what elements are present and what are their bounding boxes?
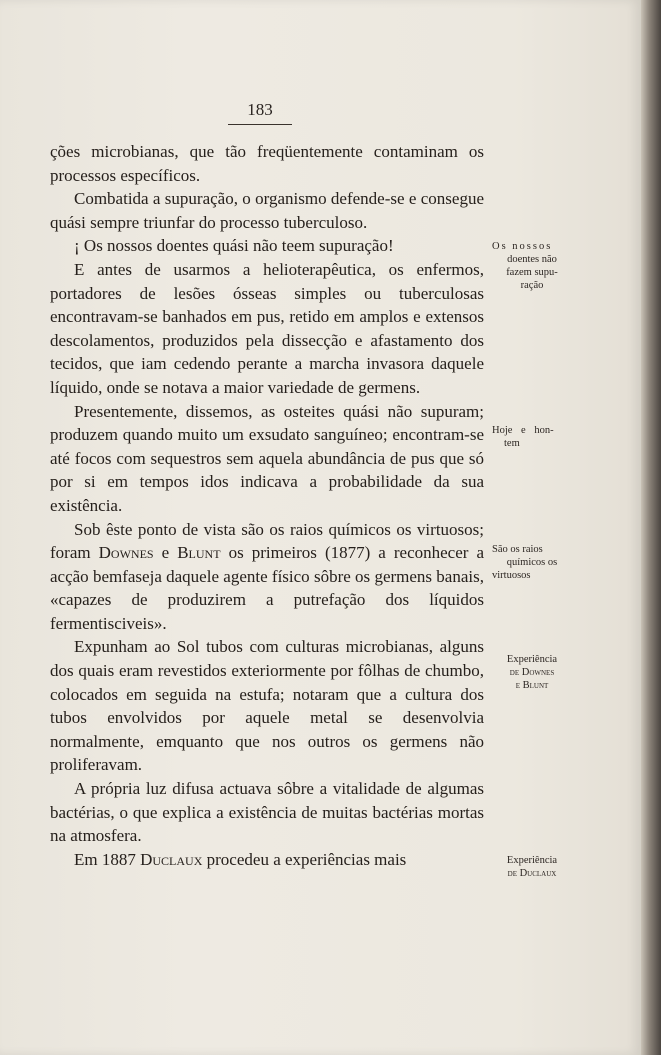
text-run: Sob êste ponto de vista são os raios químicos os virtuosos; foram bbox=[50, 519, 484, 563]
marginal-line: doentes não bbox=[507, 254, 557, 265]
paragraph bbox=[50, 518, 484, 636]
page-edge-shadow bbox=[641, 0, 661, 1055]
page-number-rule bbox=[228, 124, 292, 125]
marginal-line: virtuosos bbox=[492, 570, 531, 581]
marginal-line: São os raios bbox=[492, 544, 543, 555]
page-number: 183 bbox=[247, 100, 273, 119]
marginal-line: Experiência bbox=[506, 855, 558, 866]
marginal-line: de Downes bbox=[509, 667, 555, 678]
marginal-note bbox=[492, 240, 572, 292]
text-run: e bbox=[153, 543, 178, 563]
marginal-line: fazem supu- bbox=[506, 267, 558, 278]
paragraph bbox=[50, 848, 484, 872]
marginal-line: de Duclaux bbox=[507, 868, 557, 879]
marginal-note bbox=[492, 543, 572, 582]
paragraph: Combatida a supuração, o organismo defende-se e consegue quási sempre triunfar do processo tuberculoso. bbox=[50, 189, 484, 232]
text-run: procedeu a experiências mais bbox=[202, 849, 407, 869]
marginal-line: e Blunt bbox=[515, 680, 549, 691]
text-run: os primeiros (1877) a reconhecer a acção bemfaseja daquele agente físico sôbre os germens banais, «capazes de produzirem a putrefação dos líquidos fermentisciveis». bbox=[50, 543, 485, 633]
paragraph: A própria luz difusa actuava sôbre a vitalidade de algumas bactérias, o que explica a existência de muitas bactérias mortas na atmosfera. bbox=[50, 779, 484, 846]
main-text bbox=[50, 140, 484, 871]
author-name: Blunt bbox=[177, 543, 221, 563]
paragraph: Expunham ao Sol tubos com culturas microbianas, alguns dos quais eram revestidos exteriormente por fôlhas de chumbo, colocados em seguida na estufa; notaram que a cultura dos tubos envolvidos por aquele metal se desenvolvia normalmente, emquanto que nos outros os germens não proliferavam. bbox=[50, 637, 484, 775]
marginal-line: químicos os bbox=[506, 557, 558, 568]
text-run: Em 1887 bbox=[74, 849, 141, 869]
marginal-line: Experiência bbox=[506, 654, 558, 665]
author-name: Downes bbox=[98, 543, 154, 563]
marginal-line: tem bbox=[504, 438, 520, 449]
marginal-note bbox=[492, 854, 572, 880]
paragraph: ¡ Os nossos doentes quási não teem supuração! bbox=[74, 236, 394, 256]
marginal-line: ração bbox=[520, 280, 544, 291]
marginal-note bbox=[492, 424, 572, 450]
marginal-note bbox=[492, 653, 572, 692]
paragraph: E antes de usarmos a helioterapêutica, os enfermos, portadores de lesões ósseas simples ou tuberculosas encontravam-se banhados em pus, retido em amplos e extensos descolamentos, produzidos pela dissecção e afastamento dos tecidos, que iam cedendo perante a marcha invasora daquele líquido, onde se notava a maior variedade de germens. bbox=[50, 259, 484, 397]
paragraph: Presentemente, dissemos, as osteites quási não supuram; produzem quando muito um exsudato sanguíneo; encontram-se até focos com sequestros sem aquela abundância de pus que só por si em tempos idos indicava a probabilidade da sua existência. bbox=[50, 401, 484, 515]
marginal-line: Hoje e hon- bbox=[492, 425, 554, 436]
marginal-line: Os nossos bbox=[492, 241, 553, 252]
author-name: Duclaux bbox=[140, 849, 203, 869]
paragraph: ções microbianas, que tão freqüentemente contaminam os processos específicos. bbox=[50, 142, 484, 185]
